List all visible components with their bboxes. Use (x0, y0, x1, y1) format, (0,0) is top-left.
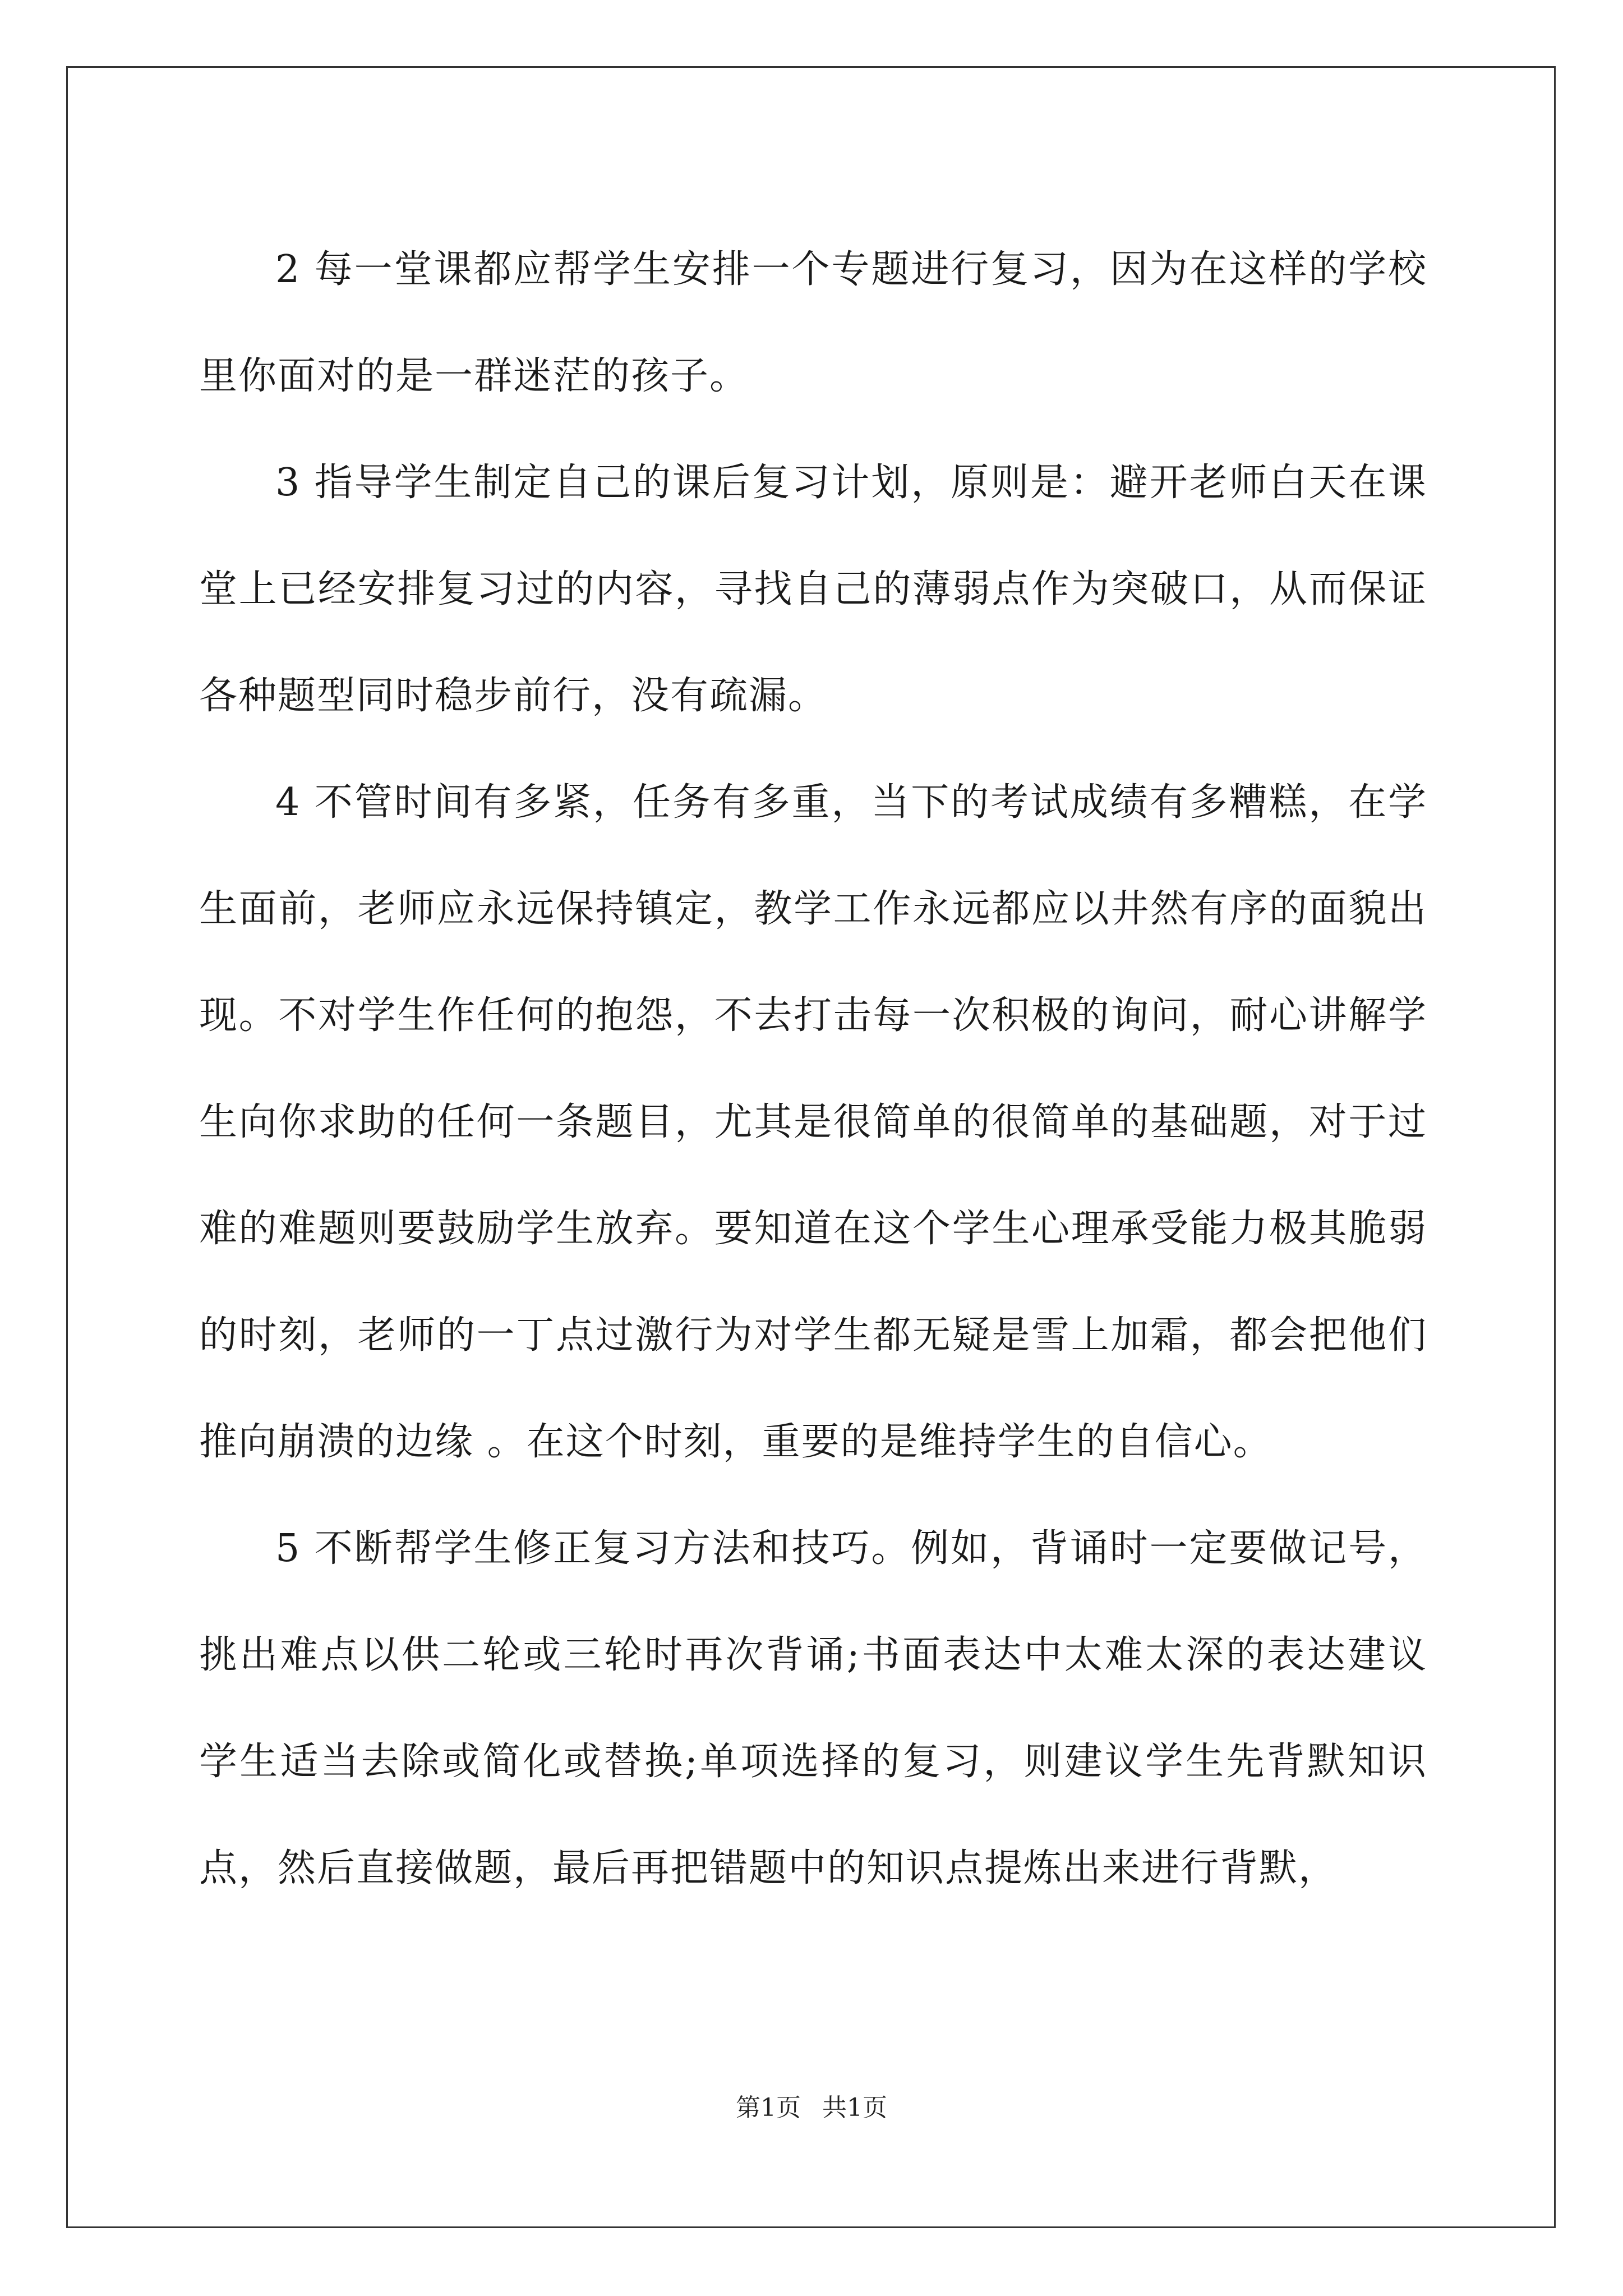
page-number-current: 第1页 (736, 2093, 801, 2122)
paragraph-3: 3 指导学生制定自己的课后复习计划，原则是：避开老师白天在课堂上已经安排复习过的内容，寻找自己的薄弱点作为突破口，从而保证各种题型同时稳步前行，没有疏漏。 (199, 461, 1427, 718)
page-number-total: 共1页 (822, 2093, 887, 2122)
paragraph-4: 4 不管时间有多紧，任务有多重，当下的考试成绩有多糟糕，在学生面前，老师应永远保持镇定，教学工作永远都应以井然有序的面貌出现。不对学生作任何的抱怨，不去打击每一次积极的询问，耐心讲解学生向你求助的任何一条题目，尤其是很简单的很简单的基础题，对于过难的难题则要鼓励学生放弃。要知道在这个学生心理承受能力极其脆弱的时刻，老师的一丁点过激行为对学生都无疑是雪上加霜，都会把他们推向崩溃的边缘 。在这个时刻，重要的是维持学生的自信心。 (199, 780, 1427, 1464)
page-footer (0, 2091, 1623, 2125)
document-body (199, 217, 1427, 1922)
paragraph-5: 5 不断帮学生修正复习方法和技巧。例如，背诵时一定要做记号，挑出难点以供二轮或三轮时再次背诵;书面表达中太难太深的表达建议学生适当去除或简化或替换;单项选择的复习，则建议学生先背默知识点，然后直接做题，最后再把错题中的知识点提炼出来进行背默， (199, 1526, 1427, 1890)
paragraph-2: 2 每一堂课都应帮学生安排一个专题进行复习，因为在这样的学校里你面对的是一群迷茫的孩子。 (199, 247, 1427, 398)
